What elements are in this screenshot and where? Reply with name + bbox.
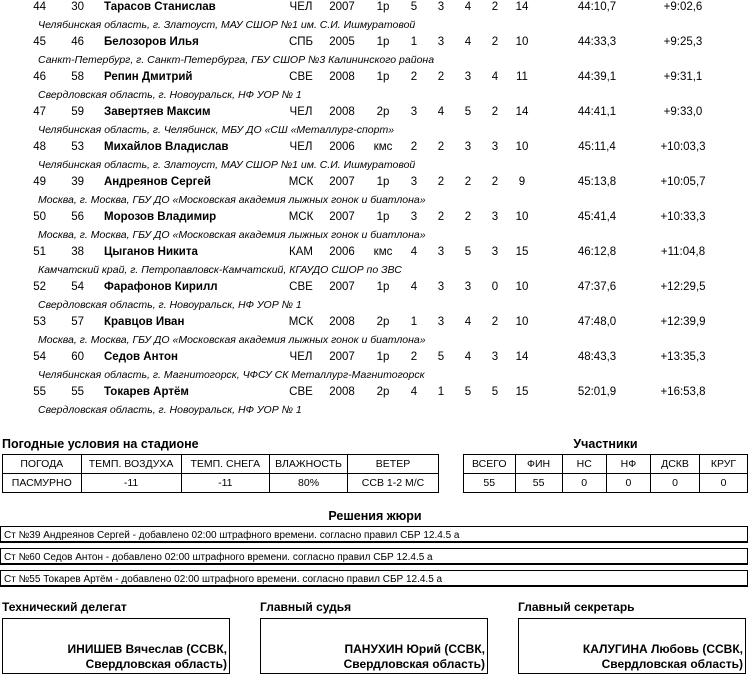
result-entry	[0, 175, 750, 210]
cell-p3: 3	[464, 141, 472, 153]
result-entry	[0, 0, 750, 35]
cell-name: Михайлов Владислав	[104, 141, 229, 153]
cell-behind: +9:25,3	[663, 36, 703, 48]
cell-name: Токарев Артём	[104, 386, 189, 398]
cell-bib: 57	[71, 316, 84, 328]
cell-p3: 5	[464, 246, 472, 258]
result-entry	[0, 140, 750, 175]
participants-header-cell: ВСЕГО	[464, 455, 516, 474]
cell-p2: 5	[437, 351, 445, 363]
cell-club: Москва, г. Москва, ГБУ ДО «Московская академия лыжных гонок и биатлона»	[38, 194, 426, 206]
cell-name: Седов Антон	[104, 351, 178, 363]
result-club-row	[0, 332, 750, 350]
cell-year: 2005	[329, 36, 355, 48]
result-entry	[0, 210, 750, 245]
jury-title: Решения жюри	[328, 509, 422, 523]
official-block	[518, 600, 746, 674]
result-club-row	[0, 402, 750, 420]
cell-bib: 56	[71, 211, 84, 223]
weather-value-cell: -11	[81, 474, 181, 493]
official-name: ИНИШЕВ Вячеслав (ССВК, Свердловская область)	[67, 642, 227, 671]
cell-time: 44:10,7	[577, 1, 617, 13]
cell-time: 46:12,8	[577, 246, 617, 258]
participants-value-cell: 55	[515, 474, 562, 493]
cell-p3: 3	[464, 71, 472, 83]
cell-ptot: 10	[515, 211, 529, 223]
cell-p1: 4	[410, 281, 418, 293]
cell-behind: +10:33,3	[660, 211, 706, 223]
cell-rang: 1р	[376, 71, 390, 83]
jury-decision-row: Ст №55 Токарев Артём - добавлено 02:00 штрафного времени. согласно правил СБР 12.4.5 а	[0, 570, 748, 587]
cell-p1: 1	[410, 316, 418, 328]
jury-section	[0, 509, 750, 592]
cell-p2: 2	[437, 71, 445, 83]
weather-header-cell: ВЛАЖНОСТЬ	[270, 455, 348, 474]
cell-p1: 3	[410, 211, 418, 223]
cell-rank: 53	[33, 316, 46, 328]
weather-block	[2, 437, 439, 493]
cell-p3: 5	[464, 386, 472, 398]
table-row	[0, 0, 750, 17]
table-row	[0, 245, 750, 262]
jury-decision-row: Ст №39 Андреянов Сергей - добавлено 02:00 штрафного времени. согласно правил СБР 12.4.5 а	[0, 526, 748, 543]
official-signature-box	[260, 618, 488, 674]
result-entry	[0, 350, 750, 385]
cell-rang: 2р	[376, 106, 390, 118]
cell-p1: 3	[410, 106, 418, 118]
weather-value-row	[3, 474, 439, 493]
result-club-row	[0, 122, 750, 140]
cell-p1: 3	[410, 176, 418, 188]
table-row	[0, 140, 750, 157]
cell-time: 44:41,1	[577, 106, 617, 118]
cell-time: 44:33,3	[577, 36, 617, 48]
cell-p2: 1	[437, 386, 445, 398]
result-club-row	[0, 192, 750, 210]
weather-value-cell: ССВ 1-2 М/С	[348, 474, 439, 493]
table-row	[0, 175, 750, 192]
cell-p4: 3	[491, 246, 499, 258]
cell-region: СПБ	[288, 36, 314, 48]
cell-club: Челябинская область, г. Златоуст, МАУ СШОР №1 им. С.И. Ишмуратовой	[38, 159, 416, 171]
participants-header-cell: НФ	[606, 455, 650, 474]
table-row	[0, 280, 750, 297]
weather-value-cell: -11	[181, 474, 269, 493]
cell-year: 2006	[329, 246, 355, 258]
cell-name: Белозоров Илья	[104, 36, 199, 48]
cell-name: Морозов Владимир	[104, 211, 217, 223]
cell-bib: 58	[71, 71, 84, 83]
cell-region: МСК	[288, 176, 314, 188]
cell-time: 44:39,1	[577, 71, 617, 83]
cell-behind: +12:29,5	[660, 281, 706, 293]
cell-rang: 1р	[376, 351, 390, 363]
result-club-row	[0, 227, 750, 245]
cell-region: ЧЕЛ	[289, 1, 313, 13]
cell-bib: 39	[71, 176, 84, 188]
cell-rang: 2р	[376, 386, 390, 398]
cell-bib: 54	[71, 281, 84, 293]
participants-header-cell: ФИН	[515, 455, 562, 474]
cell-rank: 52	[33, 281, 46, 293]
table-row	[0, 105, 750, 122]
cell-rang: 1р	[376, 176, 390, 188]
cell-p4: 3	[491, 141, 499, 153]
cell-p3: 3	[464, 281, 472, 293]
cell-ptot: 9	[518, 176, 526, 188]
cell-year: 2008	[329, 71, 355, 83]
cell-p1: 1	[410, 36, 418, 48]
cell-name: Завертяев Максим	[104, 106, 211, 118]
cell-ptot: 15	[515, 386, 529, 398]
cell-region: СВЕ	[289, 281, 313, 293]
cell-p3: 4	[464, 36, 472, 48]
cell-year: 2007	[329, 281, 355, 293]
cell-region: ЧЕЛ	[289, 351, 313, 363]
cell-rank: 54	[33, 351, 46, 363]
cell-p4: 4	[491, 71, 499, 83]
cell-rank: 45	[33, 36, 46, 48]
weather-header-row	[3, 455, 439, 474]
result-entry	[0, 35, 750, 70]
cell-p3: 4	[464, 351, 472, 363]
cell-p3: 2	[464, 176, 472, 188]
cell-club: Свердловская область, г. Новоуральск, НФ УОР № 1	[38, 404, 302, 416]
official-name: ПАНУХИН Юрий (ССВК, Свердловская область)	[343, 642, 485, 671]
cell-behind: +9:33,0	[663, 106, 703, 118]
cell-p3: 2	[464, 211, 472, 223]
cell-rang: 2р	[376, 316, 390, 328]
cell-p4: 3	[491, 211, 499, 223]
cell-club: Москва, г. Москва, ГБУ ДО «Московская академия лыжных гонок и биатлона»	[38, 229, 426, 241]
table-row	[0, 210, 750, 227]
result-club-row	[0, 52, 750, 70]
cell-p2: 2	[437, 141, 445, 153]
cell-rank: 51	[33, 246, 46, 258]
result-club-row	[0, 87, 750, 105]
participants-title: Участники	[573, 437, 638, 451]
weather-header-cell: ТЕМП. СНЕГА	[181, 455, 269, 474]
participants-value-cell: 0	[651, 474, 700, 493]
cell-behind: +9:31,1	[663, 71, 703, 83]
cell-rang: 1р	[376, 1, 390, 13]
cell-p3: 4	[464, 1, 472, 13]
jury-rows	[0, 526, 750, 587]
result-club-row	[0, 157, 750, 175]
cell-bib: 46	[71, 36, 84, 48]
table-row	[0, 35, 750, 52]
cell-club: Челябинская область, г. Магнитогорск, ЧФСУ СК Металлург-Магнитогорск	[38, 369, 425, 381]
cell-rank: 44	[33, 1, 46, 13]
cell-ptot: 14	[515, 351, 529, 363]
cell-ptot: 14	[515, 106, 529, 118]
official-signature-box	[518, 618, 746, 674]
cell-p1: 4	[410, 246, 418, 258]
cell-p1: 2	[410, 351, 418, 363]
cell-p1: 2	[410, 71, 418, 83]
cell-rang: кмс	[373, 246, 393, 258]
cell-name: Цыганов Никита	[104, 246, 198, 258]
participants-header-cell: ДСКВ	[651, 455, 700, 474]
cell-region: ЧЕЛ	[289, 141, 313, 153]
cell-time: 52:01,9	[577, 386, 617, 398]
cell-p4: 2	[491, 316, 499, 328]
cell-p4: 5	[491, 386, 499, 398]
result-entry	[0, 280, 750, 315]
cell-year: 2007	[329, 1, 355, 13]
cell-time: 48:43,3	[577, 351, 617, 363]
cell-year: 2007	[329, 211, 355, 223]
cell-bib: 60	[71, 351, 84, 363]
participants-value-cell: 0	[700, 474, 748, 493]
cell-behind: +11:04,8	[660, 246, 706, 258]
cell-rank: 47	[33, 106, 46, 118]
cell-p4: 2	[491, 106, 499, 118]
cell-p2: 3	[437, 316, 445, 328]
cell-ptot: 14	[515, 1, 529, 13]
cell-time: 45:11,4	[578, 141, 616, 153]
cell-club: Камчатский край, г. Петропавловск-Камчатский, КГАУДО СШОР по ЗВС	[38, 264, 402, 276]
cell-name: Кравцов Иван	[104, 316, 185, 328]
weather-value-cell: 80%	[270, 474, 348, 493]
participants-value-cell: 55	[464, 474, 516, 493]
weather-header-cell: ПОГОДА	[3, 455, 82, 474]
cell-p3: 5	[464, 106, 472, 118]
cell-rank: 50	[33, 211, 46, 223]
official-name: КАЛУГИНА Любовь (ССВК, Свердловская область)	[582, 642, 743, 671]
jury-decision-row: Ст №60 Седов Антон - добавлено 02:00 штрафного времени. согласно правил СБР 12.4.5 а	[0, 548, 748, 565]
result-entry	[0, 105, 750, 140]
cell-year: 2008	[329, 386, 355, 398]
cell-year: 2007	[329, 351, 355, 363]
cell-region: СВЕ	[289, 71, 313, 83]
result-club-row	[0, 367, 750, 385]
cell-p2: 2	[437, 176, 445, 188]
result-entry	[0, 70, 750, 105]
cell-club: Санкт-Петербург, г. Санкт-Петербурга, ГБУ СШОР №3 Калининского района	[38, 54, 435, 66]
cell-ptot: 11	[516, 71, 528, 83]
cell-year: 2006	[329, 141, 355, 153]
cell-club: Свердловская область, г. Новоуральск, НФ УОР № 1	[38, 89, 302, 101]
official-role: Главный секретарь	[518, 600, 635, 614]
table-row	[0, 350, 750, 367]
cell-year: 2007	[329, 176, 355, 188]
cell-bib: 53	[71, 141, 84, 153]
result-entry	[0, 385, 750, 420]
official-role: Технический делегат	[2, 600, 127, 614]
cell-rang: 1р	[376, 36, 390, 48]
cell-time: 45:41,4	[577, 211, 617, 223]
cell-rank: 48	[33, 141, 46, 153]
cell-p2: 3	[437, 281, 445, 293]
cell-ptot: 10	[515, 36, 529, 48]
cell-ptot: 15	[515, 246, 529, 258]
result-club-row	[0, 17, 750, 35]
official-block	[2, 600, 230, 674]
participants-value-cell: 0	[562, 474, 606, 493]
cell-ptot: 10	[515, 281, 529, 293]
cell-club: Москва, г. Москва, ГБУ ДО «Московская академия лыжных гонок и биатлона»	[38, 334, 426, 346]
cell-p1: 2	[410, 141, 418, 153]
cell-p2: 4	[437, 106, 445, 118]
cell-behind: +12:39,9	[660, 316, 706, 328]
cell-bib: 55	[71, 386, 84, 398]
participants-value-row	[464, 474, 748, 493]
weather-title: Погодные условия на стадионе	[2, 437, 199, 451]
cell-p4: 2	[491, 176, 499, 188]
cell-club: Челябинская область, г. Челябинск, МБУ ДО «СШ «Металлург-спорт»	[38, 124, 395, 136]
cell-region: СВЕ	[289, 386, 313, 398]
cell-rang: 1р	[376, 281, 390, 293]
table-row	[0, 385, 750, 402]
cell-club: Свердловская область, г. Новоуральск, НФ УОР № 1	[38, 299, 302, 311]
cell-year: 2008	[329, 106, 355, 118]
cell-rank: 46	[33, 71, 46, 83]
cell-rang: кмс	[373, 141, 393, 153]
result-entry	[0, 245, 750, 280]
cell-region: ЧЕЛ	[289, 106, 313, 118]
cell-behind: +9:02,6	[663, 1, 703, 13]
cell-year: 2008	[329, 316, 355, 328]
cell-p1: 5	[410, 1, 418, 13]
cell-p2: 3	[437, 1, 445, 13]
cell-time: 45:13,8	[577, 176, 617, 188]
cell-rang: 1р	[376, 211, 390, 223]
table-row	[0, 70, 750, 87]
cell-ptot: 10	[515, 316, 529, 328]
participants-header-cell: НС	[562, 455, 606, 474]
table-row	[0, 315, 750, 332]
cell-behind: +13:35,3	[660, 351, 706, 363]
result-entry	[0, 315, 750, 350]
cell-p4: 2	[491, 36, 499, 48]
cell-name: Фарафонов Кирилл	[104, 281, 218, 293]
participants-value-cell: 0	[606, 474, 650, 493]
cell-p1: 4	[410, 386, 418, 398]
cell-behind: +10:05,7	[660, 176, 706, 188]
cell-name: Репин Дмитрий	[104, 71, 193, 83]
result-club-row	[0, 262, 750, 280]
cell-region: КАМ	[289, 246, 313, 258]
cell-p2: 3	[437, 246, 445, 258]
cell-ptot: 10	[515, 141, 529, 153]
cell-name: Тарасов Станислав	[104, 1, 216, 13]
weather-table	[2, 454, 439, 493]
weather-value-cell: ПАСМУРНО	[3, 474, 82, 493]
cell-time: 47:37,6	[577, 281, 617, 293]
participants-header-row	[464, 455, 748, 474]
cell-p2: 2	[437, 211, 445, 223]
cell-bib: 38	[71, 246, 84, 258]
cell-bib: 30	[71, 1, 84, 13]
cell-p4: 3	[491, 351, 499, 363]
cell-region: МСК	[288, 316, 314, 328]
cell-p2: 3	[437, 36, 445, 48]
cell-p4: 2	[491, 1, 499, 13]
official-role: Главный судья	[260, 600, 352, 614]
participants-table	[463, 454, 748, 493]
cell-bib: 59	[71, 106, 84, 118]
cell-club: Челябинская область, г. Златоуст, МАУ СШОР №1 им. С.И. Ишмуратовой	[38, 19, 416, 31]
cell-p3: 4	[464, 316, 472, 328]
weather-header-cell: ТЕМП. ВОЗДУХА	[81, 455, 181, 474]
participants-header-cell: КРУГ	[700, 455, 748, 474]
weather-header-cell: ВЕТЕР	[348, 455, 439, 474]
cell-region: МСК	[288, 211, 314, 223]
participants-block	[463, 437, 748, 493]
result-club-row	[0, 297, 750, 315]
cell-p4: 0	[491, 281, 499, 293]
cell-time: 47:48,0	[577, 316, 617, 328]
cell-behind: +10:03,3	[660, 141, 706, 153]
cell-behind: +16:53,8	[660, 386, 706, 398]
cell-rank: 49	[33, 176, 46, 188]
official-signature-box	[2, 618, 230, 674]
official-block	[260, 600, 488, 674]
cell-name: Андреянов Сергей	[104, 176, 211, 188]
cell-rank: 55	[33, 386, 46, 398]
